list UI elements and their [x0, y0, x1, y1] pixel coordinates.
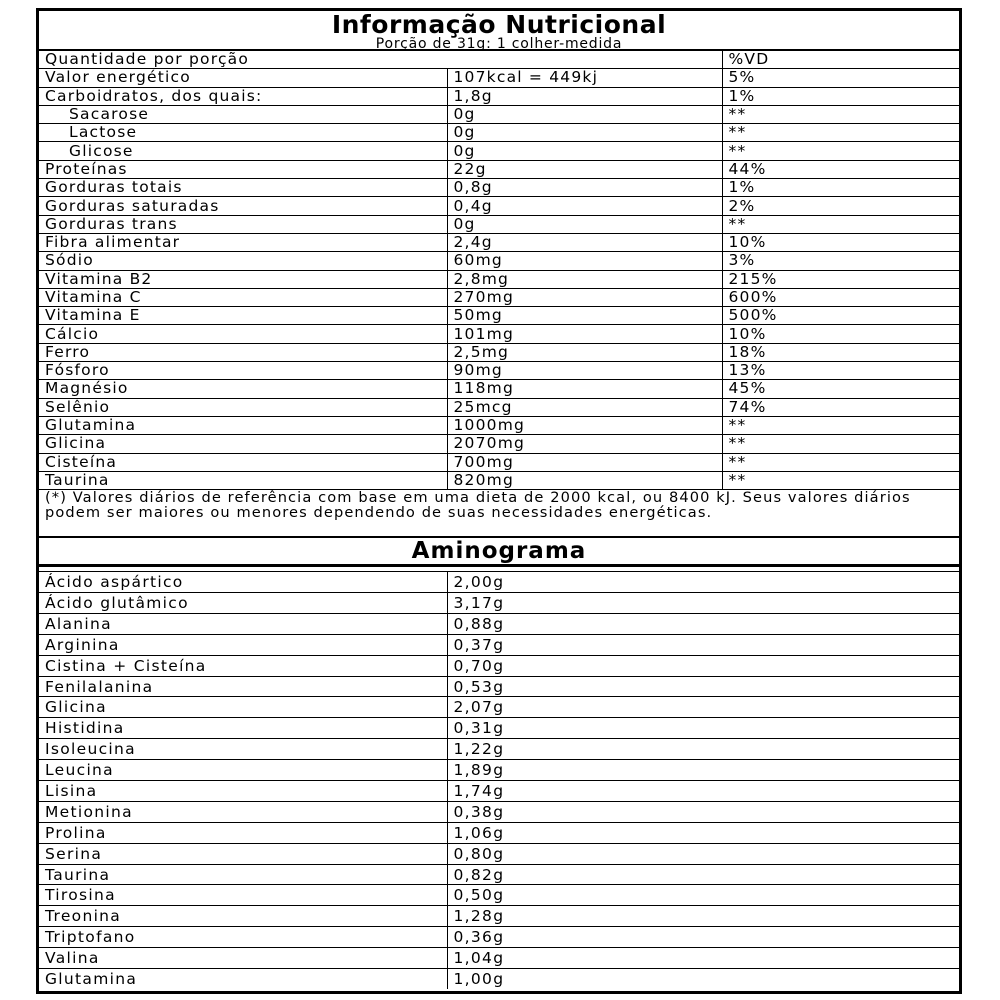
nutrient-vd: ** [722, 105, 959, 123]
amino-amount: 1,06g [447, 822, 959, 843]
amino-name: Tirosina [39, 885, 447, 906]
nutrient-name: Sódio [39, 252, 447, 270]
nutrient-vd: 1% [722, 179, 959, 197]
amino-row [39, 655, 959, 676]
nutrient-vd: ** [722, 416, 959, 434]
nutrient-amount: 2070mg [447, 435, 722, 453]
amino-amount: 1,22g [447, 739, 959, 760]
serving-size: Porção de 31g: 1 colher-medida [375, 36, 623, 52]
nutrient-row [39, 362, 959, 380]
nutrient-row [39, 325, 959, 343]
nutrient-name: Sacarose [39, 105, 447, 123]
amino-amount: 0,53g [447, 676, 959, 697]
nutrition-table [39, 51, 959, 490]
nutrient-amount: 50mg [447, 307, 722, 325]
amino-amount: 0,31g [447, 718, 959, 739]
nutrient-row [39, 343, 959, 361]
amino-amount: 1,04g [447, 948, 959, 969]
amino-row [39, 781, 959, 802]
nutrient-row [39, 69, 959, 87]
amino-name: Alanina [39, 613, 447, 634]
nutrient-name: Glutamina [39, 416, 447, 434]
amino-amount: 1,00g [447, 969, 959, 989]
amino-amount: 0,38g [447, 801, 959, 822]
nutrient-amount: 2,4g [447, 233, 722, 251]
nutrient-row [39, 307, 959, 325]
nutrient-vd: 10% [722, 325, 959, 343]
nutrient-row [39, 215, 959, 233]
nutrient-vd: 500% [722, 307, 959, 325]
amino-name: Arginina [39, 634, 447, 655]
amino-row [39, 906, 959, 927]
amino-amount: 2,07g [447, 697, 959, 718]
nutrient-name: Ferro [39, 343, 447, 361]
nutrient-vd: ** [722, 471, 959, 489]
amino-amount: 1,89g [447, 760, 959, 781]
amino-name: Histidina [39, 718, 447, 739]
amino-row [39, 676, 959, 697]
amino-row [39, 801, 959, 822]
nutrient-vd: 2% [722, 197, 959, 215]
amino-row [39, 739, 959, 760]
nutrient-row [39, 197, 959, 215]
nutrient-name: Cálcio [39, 325, 447, 343]
nutrient-row [39, 270, 959, 288]
nutrient-row [39, 87, 959, 105]
nutrient-vd: 44% [722, 160, 959, 178]
nutrient-name: Fibra alimentar [39, 233, 447, 251]
nutrient-name: Gorduras totais [39, 179, 447, 197]
nutrient-row [39, 105, 959, 123]
amino-name: Treonina [39, 906, 447, 927]
amino-amount: 0,80g [447, 843, 959, 864]
nutrient-name: Vitamina C [39, 288, 447, 306]
nutrient-vd: 600% [722, 288, 959, 306]
nutrient-amount: 22g [447, 160, 722, 178]
amino-row [39, 593, 959, 614]
nutrient-amount: 101mg [447, 325, 722, 343]
footnote: (*) Valores diários de referência com base em uma dieta de 2000 kcal, ou 8400 kJ. Seus valores diários podem ser maiores ou menores dependendo de suas necessidades energéticas. [39, 490, 959, 538]
amino-row [39, 572, 959, 593]
nutrient-amount: 0g [447, 105, 722, 123]
nutrient-amount: 118mg [447, 380, 722, 398]
amino-name: Leucina [39, 760, 447, 781]
amino-row [39, 822, 959, 843]
nutrient-amount: 0g [447, 142, 722, 160]
nutrient-vd: ** [722, 453, 959, 471]
nutrient-row [39, 471, 959, 489]
nutrient-row [39, 398, 959, 416]
amino-amount: 2,00g [447, 572, 959, 593]
nutrient-amount: 270mg [447, 288, 722, 306]
nutrient-row [39, 233, 959, 251]
amino-row [39, 864, 959, 885]
nutrient-row [39, 124, 959, 142]
amino-name: Cistina + Cisteína [39, 655, 447, 676]
nutrient-row [39, 380, 959, 398]
nutrient-amount: 25mcg [447, 398, 722, 416]
aminogram-table [39, 566, 959, 989]
nutrient-name: Vitamina E [39, 307, 447, 325]
nutrient-vd: 5% [722, 69, 959, 87]
nutrient-name: Gorduras saturadas [39, 197, 447, 215]
nutrient-amount: 2,5mg [447, 343, 722, 361]
nutrient-vd: 10% [722, 233, 959, 251]
amino-row [39, 613, 959, 634]
nutrient-vd: ** [722, 142, 959, 160]
nutrient-vd: 13% [722, 362, 959, 380]
amino-amount: 0,88g [447, 613, 959, 634]
nutrient-vd: 45% [722, 380, 959, 398]
nutrient-vd: 3% [722, 252, 959, 270]
nutrient-amount: 1,8g [447, 87, 722, 105]
nutrient-amount: 820mg [447, 471, 722, 489]
nutrient-name: Valor energético [39, 69, 447, 87]
nutrient-name: Lactose [39, 124, 447, 142]
nutrient-name: Gorduras trans [39, 215, 447, 233]
nutrient-row [39, 252, 959, 270]
amino-name: Isoleucina [39, 739, 447, 760]
nutrient-row [39, 416, 959, 434]
amino-row [39, 718, 959, 739]
amino-row [39, 634, 959, 655]
amino-amount: 0,50g [447, 885, 959, 906]
amino-name: Fenilalanina [39, 676, 447, 697]
nutrient-name: Glicose [39, 142, 447, 160]
nutrient-name: Carboidratos, dos quais: [39, 87, 447, 105]
nutrient-row [39, 142, 959, 160]
amino-name: Triptofano [39, 927, 447, 948]
amino-name: Serina [39, 843, 447, 864]
amino-row [39, 760, 959, 781]
nutrient-vd: ** [722, 435, 959, 453]
nutrition-header-row [39, 51, 959, 69]
nutrient-row [39, 160, 959, 178]
nutrient-vd: 215% [722, 270, 959, 288]
nutrient-vd: ** [722, 215, 959, 233]
nutrient-name: Cisteína [39, 453, 447, 471]
amino-amount: 0,70g [447, 655, 959, 676]
amino-name: Prolina [39, 822, 447, 843]
amino-row [39, 969, 959, 989]
nutrient-row [39, 288, 959, 306]
nutrient-amount: 60mg [447, 252, 722, 270]
nutrient-row [39, 453, 959, 471]
nutrient-name: Glicina [39, 435, 447, 453]
amino-amount: 1,74g [447, 781, 959, 802]
amino-name: Lisina [39, 781, 447, 802]
amino-name: Metionina [39, 801, 447, 822]
amino-amount: 3,17g [447, 593, 959, 614]
nutrient-vd: 1% [722, 87, 959, 105]
amino-name: Ácido aspártico [39, 572, 447, 593]
nutrition-label [36, 8, 962, 994]
amino-amount: 1,28g [447, 906, 959, 927]
amino-name: Valina [39, 948, 447, 969]
aminogram-title: Aminograma [39, 538, 959, 566]
nutrient-amount: 0g [447, 124, 722, 142]
amino-row [39, 927, 959, 948]
nutrient-amount: 2,8mg [447, 270, 722, 288]
nutrient-amount: 0,4g [447, 197, 722, 215]
nutrient-name: Taurina [39, 471, 447, 489]
nutrient-name: Vitamina B2 [39, 270, 447, 288]
amino-row [39, 885, 959, 906]
nutrient-name: Magnésio [39, 380, 447, 398]
amino-name: Taurina [39, 864, 447, 885]
amino-row [39, 948, 959, 969]
nutrient-name: Proteínas [39, 160, 447, 178]
nutrient-row [39, 179, 959, 197]
nutrient-amount: 1000mg [447, 416, 722, 434]
amino-row [39, 843, 959, 864]
nutrient-vd: 18% [722, 343, 959, 361]
nutrient-vd: ** [722, 124, 959, 142]
amino-name: Glutamina [39, 969, 447, 989]
nutrient-amount: 0,8g [447, 179, 722, 197]
amino-name: Ácido glutâmico [39, 593, 447, 614]
amino-amount: 0,82g [447, 864, 959, 885]
nutrient-amount: 0g [447, 215, 722, 233]
nutrient-name: Selênio [39, 398, 447, 416]
nutrient-vd: 74% [722, 398, 959, 416]
amino-name: Glicina [39, 697, 447, 718]
label-header [39, 11, 959, 51]
label-title: Informação Nutricional [331, 10, 667, 39]
nutrient-amount: 700mg [447, 453, 722, 471]
amino-row [39, 697, 959, 718]
nutrient-amount: 90mg [447, 362, 722, 380]
amino-amount: 0,37g [447, 634, 959, 655]
nutrient-name: Fósforo [39, 362, 447, 380]
quantity-header: Quantidade por porção [39, 51, 722, 69]
amino-amount: 0,36g [447, 927, 959, 948]
vd-header: %VD [722, 51, 959, 69]
nutrient-amount: 107kcal = 449kj [447, 69, 722, 87]
nutrient-row [39, 435, 959, 453]
